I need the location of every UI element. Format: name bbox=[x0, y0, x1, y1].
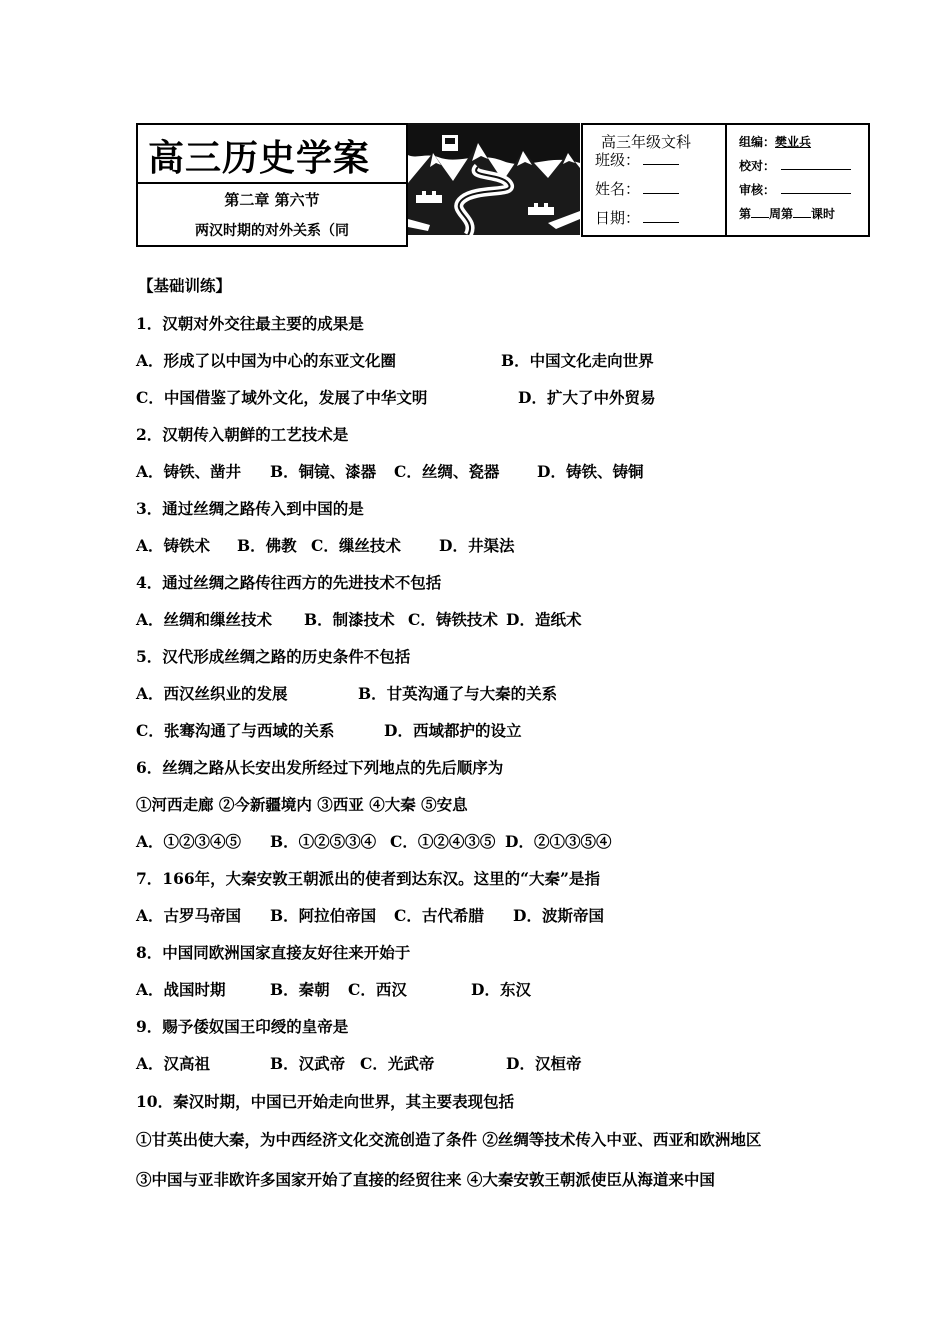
question-items: ①甘英出使大秦，为中西经济文化交流创造了条件 ②丝绸等技术传入中亚、西亚和欧洲地区 bbox=[136, 1130, 762, 1149]
option-b[interactable]: B．甘英沟通了与大秦的关系 bbox=[358, 684, 558, 703]
week-blank[interactable] bbox=[751, 207, 769, 218]
student-info-box bbox=[581, 123, 727, 237]
option-d[interactable]: D．造纸术 bbox=[506, 610, 582, 629]
option-a[interactable]: A．汉高祖 bbox=[136, 1054, 211, 1073]
editor-line bbox=[739, 133, 811, 150]
question-stem: 8．中国同欧洲国家直接友好往来开始于 bbox=[136, 943, 411, 962]
section-title: 【基础训练】 bbox=[138, 276, 232, 295]
option-c[interactable]: C．中国借鉴了域外文化，发展了中华文明 bbox=[136, 388, 428, 407]
name-label: 姓名： bbox=[595, 180, 641, 198]
question-stem: 3．通过丝绸之路传入到中国的是 bbox=[136, 499, 364, 518]
option-c[interactable]: C．张骞沟通了与西域的关系 bbox=[136, 721, 335, 740]
question-stem: 2．汉朝传入朝鲜的工艺技术是 bbox=[136, 425, 349, 444]
option-b[interactable]: B．汉武帝 bbox=[270, 1054, 346, 1073]
date-blank[interactable] bbox=[643, 208, 679, 223]
period-blank[interactable] bbox=[793, 207, 811, 218]
option-a[interactable]: A．①②③④⑤ bbox=[136, 832, 242, 851]
option-d[interactable]: D．②①③⑤④ bbox=[505, 832, 612, 851]
option-b[interactable]: B．制漆技术 bbox=[304, 610, 395, 629]
class-blank[interactable] bbox=[643, 150, 679, 165]
option-a[interactable]: A．铸铁术 bbox=[136, 536, 211, 555]
worksheet-header bbox=[136, 123, 870, 240]
option-c[interactable]: C．缫丝技术 bbox=[311, 536, 401, 555]
class-label: 班级： bbox=[595, 151, 641, 169]
option-b[interactable]: B．铜镜、漆器 bbox=[270, 462, 377, 481]
chapter-box bbox=[136, 184, 408, 247]
option-d[interactable]: D．井渠法 bbox=[439, 536, 515, 555]
date-field[interactable] bbox=[595, 207, 679, 228]
option-d[interactable]: D．东汉 bbox=[471, 980, 531, 999]
decorative-landscape-image bbox=[408, 123, 580, 235]
grade-label: 高三年级文科 bbox=[601, 133, 692, 151]
option-a[interactable]: A．古罗马帝国 bbox=[136, 906, 242, 925]
name-blank[interactable] bbox=[643, 179, 679, 194]
lesson-heading: 两汉时期的对外关系（同 bbox=[195, 223, 349, 239]
option-a[interactable]: A．形成了以中国为中心的东亚文化圈 bbox=[136, 351, 397, 370]
question-items: ③中国与亚非欧许多国家开始了直接的经贸往来 ④大秦安敦王朝派使臣从海道来中国 bbox=[136, 1170, 715, 1189]
proof-blank[interactable] bbox=[781, 159, 851, 170]
option-c[interactable]: C．古代希腊 bbox=[394, 906, 484, 925]
question-stem: 6．丝绸之路从长安出发所经过下列地点的先后顺序为 bbox=[136, 758, 504, 777]
option-a[interactable]: A．西汉丝织业的发展 bbox=[136, 684, 288, 703]
question-stem: 5．汉代形成丝绸之路的历史条件不包括 bbox=[136, 647, 411, 666]
option-d[interactable]: D．扩大了中外贸易 bbox=[518, 388, 656, 407]
chapter-heading: 第二章 第六节 bbox=[224, 191, 320, 209]
option-a[interactable]: A．战国时期 bbox=[136, 980, 226, 999]
option-c[interactable]: C．光武帝 bbox=[360, 1054, 435, 1073]
week-suffix: 课时 bbox=[811, 207, 836, 221]
option-a[interactable]: A．丝绸和缫丝技术 bbox=[136, 610, 273, 629]
worksheet-title: 高三历史学案 bbox=[148, 138, 371, 179]
option-c[interactable]: C．①②④③⑤ bbox=[390, 832, 496, 851]
option-c[interactable]: C．铸铁技术 bbox=[408, 610, 498, 629]
name-field[interactable] bbox=[595, 178, 679, 199]
question-stem: 9．赐予倭奴国王印绶的皇帝是 bbox=[136, 1017, 349, 1036]
week-line bbox=[739, 205, 835, 222]
option-c[interactable]: C．丝绸、瓷器 bbox=[394, 462, 500, 481]
option-d[interactable]: D．西域都护的设立 bbox=[384, 721, 522, 740]
option-d[interactable]: D．铸铁、铸铜 bbox=[537, 462, 644, 481]
option-d[interactable]: D．波斯帝国 bbox=[513, 906, 604, 925]
class-field[interactable] bbox=[595, 149, 679, 170]
title-box bbox=[136, 123, 408, 184]
question-items: ①河西走廊 ②今新疆境内 ③西亚 ④大秦 ⑤安息 bbox=[136, 795, 468, 814]
review-label: 审核： bbox=[739, 183, 776, 197]
option-b[interactable]: B．中国文化走向世界 bbox=[501, 351, 654, 370]
date-label: 日期： bbox=[595, 209, 641, 227]
option-b[interactable]: B．秦朝 bbox=[270, 980, 330, 999]
proof-line bbox=[739, 157, 851, 174]
option-b[interactable]: B．阿拉伯帝国 bbox=[270, 906, 377, 925]
proof-label: 校对： bbox=[739, 159, 776, 173]
option-b[interactable]: B．佛教 bbox=[237, 536, 297, 555]
landscape-illustration bbox=[408, 123, 580, 235]
review-line bbox=[739, 181, 851, 198]
question-stem: 1．汉朝对外交往最主要的成果是 bbox=[136, 314, 364, 333]
question-stem: 4．通过丝绸之路传往西方的先进技术不包括 bbox=[136, 573, 442, 592]
question-stem: 10．秦汉时期，中国已开始走向世界，其主要表现包括 bbox=[136, 1092, 515, 1111]
editor-label: 组编： bbox=[739, 135, 776, 149]
question-stem: 7．166年，大秦安敦王朝派出的使者到达东汉。这里的“大秦”是指 bbox=[136, 869, 600, 888]
option-d[interactable]: D．汉桓帝 bbox=[506, 1054, 582, 1073]
option-a[interactable]: A．铸铁、凿井 bbox=[136, 462, 242, 481]
option-c[interactable]: C．西汉 bbox=[348, 980, 407, 999]
option-b[interactable]: B．①②⑤③④ bbox=[270, 832, 377, 851]
editor-name: 樊业兵 bbox=[775, 135, 812, 149]
week-prefix: 第 bbox=[739, 207, 752, 221]
staff-info-box bbox=[725, 123, 870, 237]
week-mid: 周第 bbox=[769, 207, 794, 221]
review-blank[interactable] bbox=[781, 183, 851, 194]
